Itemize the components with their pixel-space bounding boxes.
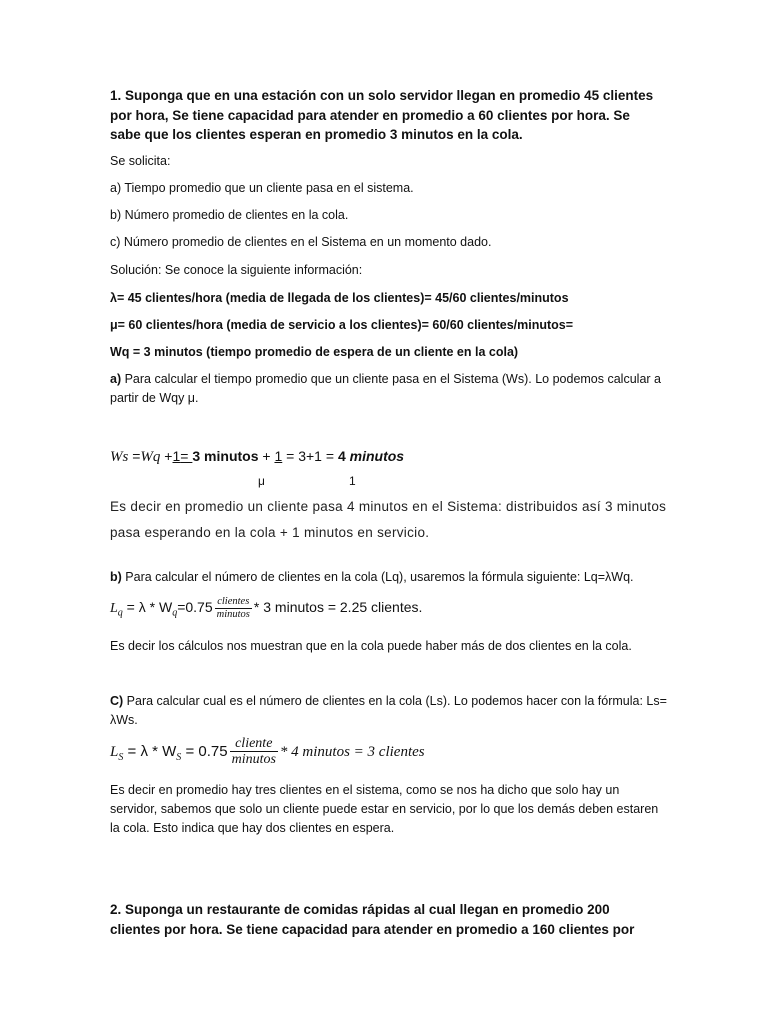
- ws-eq-sign: =: [128, 448, 141, 464]
- ws-sum: = 3+1 =: [282, 448, 338, 464]
- ls-fraction-den: minutos: [231, 752, 276, 768]
- lq-fraction-den: minutos: [216, 608, 250, 620]
- ls-value: = 0.75: [181, 742, 228, 760]
- lq-lambda-wq: = λ * W: [122, 598, 173, 615]
- lq-fraction-num: clientes: [215, 596, 252, 609]
- item-c: c) Número promedio de clientes en el Sistema en un momento dado.: [110, 235, 492, 249]
- ws-eq-sign-2: =: [180, 448, 193, 464]
- lq-wq-subscript: q: [172, 607, 178, 619]
- ls-rest: * 4 minutos = 3 clientes: [279, 743, 425, 760]
- ws-one: 1: [274, 448, 283, 464]
- part-b-text: [110, 568, 670, 587]
- ls-subscript: S: [118, 751, 124, 763]
- part-c-text: [110, 692, 670, 730]
- lq-value: =0.75: [177, 598, 213, 615]
- solucion-heading: Solución: Se conoce la siguiente información:: [110, 263, 363, 277]
- lq-equation: [110, 596, 422, 620]
- part-a-label: a): [110, 372, 122, 386]
- ws-one-over-mu: 1: [172, 448, 181, 464]
- ls-symbol: L: [110, 743, 119, 760]
- lambda-line: λ= 45 clientes/hora (media de llegada de los clientes)= 45/60 clientes/minutos: [110, 291, 569, 305]
- ls-ws-subscript: S: [176, 751, 182, 763]
- se-solicita: Se solicita:: [110, 154, 171, 168]
- ls-fraction-num: cliente: [230, 736, 278, 752]
- lq-subscript: q: [117, 607, 123, 619]
- ls-fraction: [230, 736, 278, 768]
- wq-symbol: Wq: [140, 449, 161, 465]
- part-c-body: Para calcular cual es el número de clientes en la cola (Ls). Lo podemos hacer con la fórmula: Ls= λWs.: [110, 694, 667, 727]
- problem2-statement: 2. Suponga un restaurante de comidas rápidas al cual llegan en promedio 200 clientes por hora. Se tiene capacidad para atender en promedio a 160 clientes por: [110, 902, 635, 937]
- problem1-statement: 1. Suponga que en una estación con un solo servidor llegan en promedio 45 clientes por hora, Se tiene capacidad para atender en promedio a 60 clientes por hora. Se sabe que los clientes esperan en promedio 3 minutos en la cola.: [110, 88, 654, 142]
- ws-result: 4: [337, 448, 346, 464]
- lq-fraction: [215, 596, 252, 620]
- item-a: a) Tiempo promedio que un cliente pasa en el sistema.: [110, 181, 414, 195]
- part-b-body: Para calcular el número de clientes en la cola (Lq), usaremos la fórmula siguiente: Lq=λWq.: [121, 570, 634, 584]
- wq-line: Wq = 3 minutos (tiempo promedio de espera de un cliente en la cola): [110, 345, 519, 359]
- lq-rest: * 3 minutos = 2.25 clientes.: [253, 598, 423, 615]
- ws-plus-1: +: [160, 448, 173, 464]
- ws-result-unit: minutos: [349, 448, 405, 464]
- part-a-text: [110, 370, 670, 408]
- ws-three-minutos: 3 minutos: [192, 448, 259, 464]
- part-b-label: b): [110, 570, 122, 584]
- lq-symbol: L: [110, 600, 118, 616]
- ws-one-denominator: 1: [349, 474, 356, 488]
- ls-lambda-ws: = λ * W: [123, 742, 177, 760]
- ws-equation: [110, 448, 404, 466]
- ws-explanation: Es decir en promedio un cliente pasa 4 minutos en el Sistema: distribuidos así 3 minutos pasa esperando en la cola + 1 minutos en servicio.: [110, 499, 667, 540]
- item-b: b) Número promedio de clientes en la cola.: [110, 208, 349, 222]
- ls-explanation: Es decir en promedio hay tres clientes en el sistema, como se nos ha dicho que solo hay un servidor, sabemos que solo un cliente puede estar en servicio, por lo que los demás deben estaren la cola. Esto indica que hay dos clientes en espera.: [110, 783, 659, 835]
- mu-line: μ= 60 clientes/hora (media de servicio a los clientes)= 60/60 clientes/minutos=: [110, 318, 574, 332]
- ls-equation: [110, 736, 425, 768]
- ws-mu-denominator: μ: [258, 474, 265, 488]
- lq-explanation: Es decir los cálculos nos muestran que en la cola puede haber más de dos clientes en la cola.: [110, 639, 632, 653]
- ws-plus-2: +: [258, 448, 275, 464]
- ws-symbol: Ws: [110, 449, 129, 465]
- part-a-body: Para calcular el tiempo promedio que un cliente pasa en el Sistema (Ws). Lo podemos calcular a partir de Wqy μ.: [110, 372, 661, 405]
- part-c-label: C): [110, 694, 124, 708]
